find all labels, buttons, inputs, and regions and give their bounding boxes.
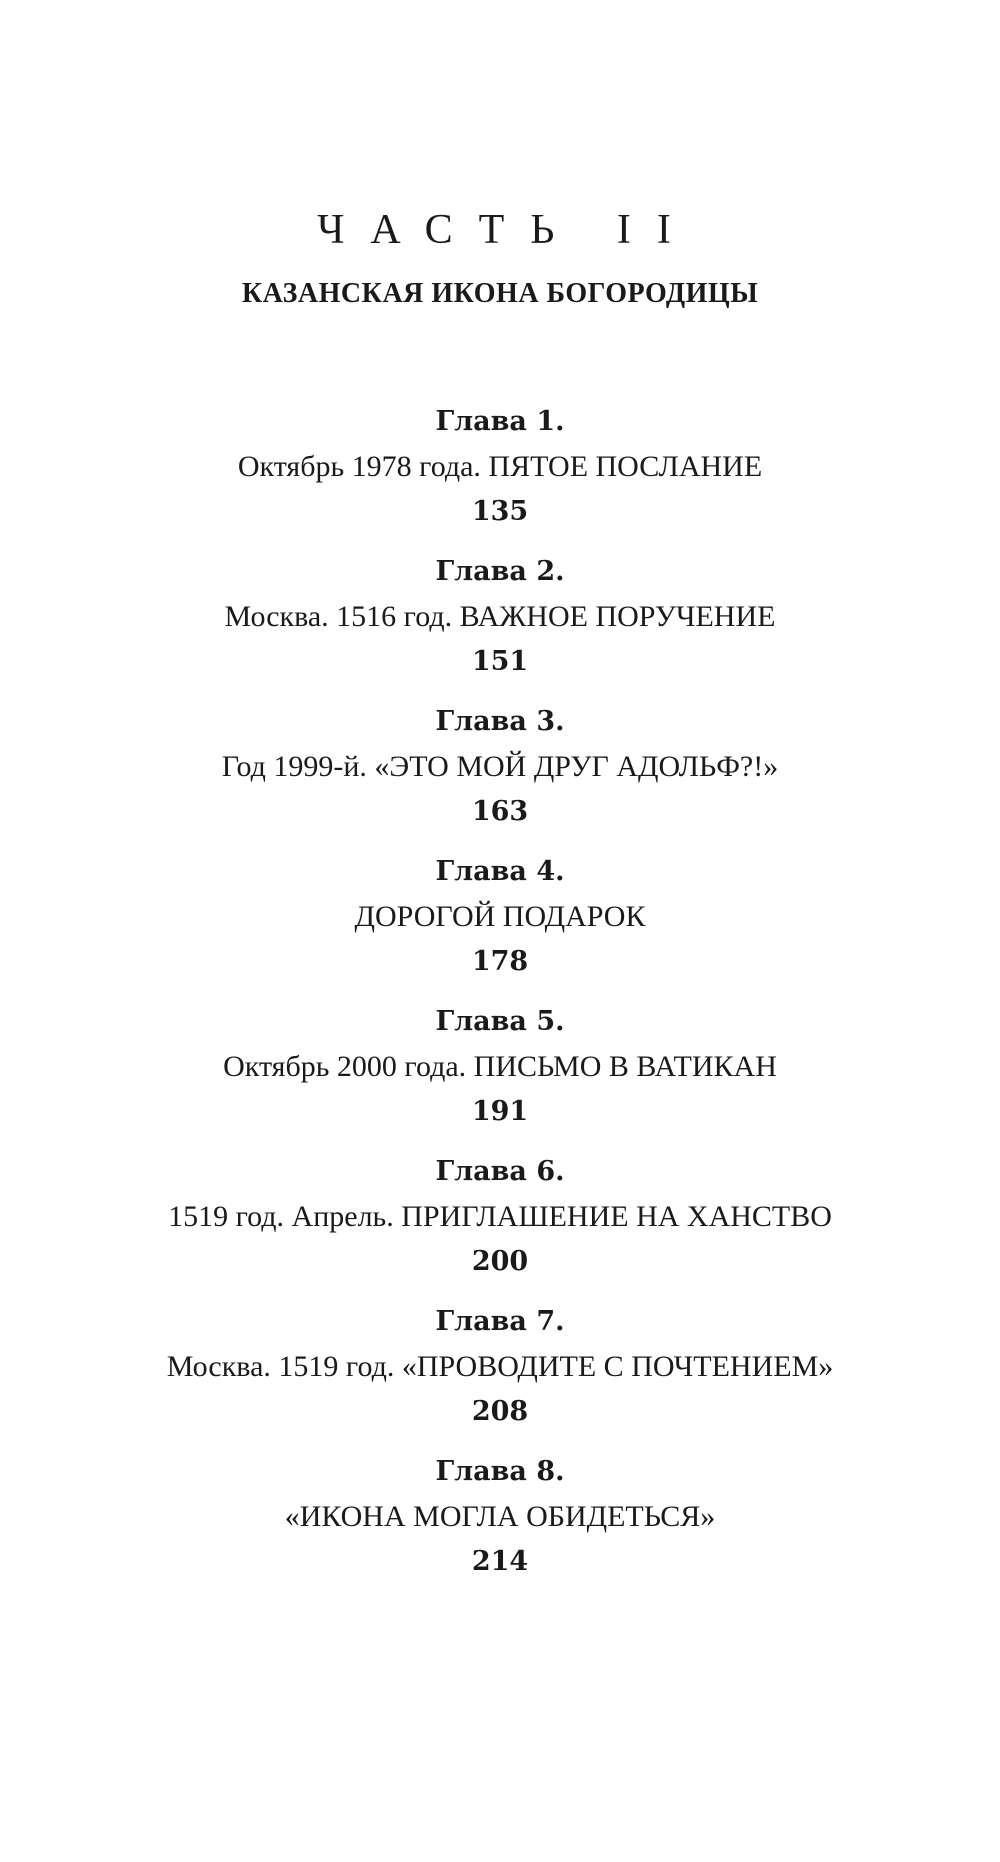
toc-entry-7 bbox=[0, 1300, 1000, 1450]
chapter-title: Москва. 1516 год. ВАЖНОЕ ПОРУЧЕНИЕ bbox=[224, 600, 776, 633]
chapter-title: Октябрь 2000 года. ПИСЬМО В ВАТИКАН bbox=[223, 1050, 777, 1083]
chapter-page-number: 200 bbox=[471, 1246, 529, 1277]
chapter-label: Глава 6. bbox=[435, 1156, 565, 1187]
toc-entry-4 bbox=[0, 850, 1000, 1000]
toc-entry-8 bbox=[0, 1450, 1000, 1600]
chapter-title: Октябрь 1978 года. ПЯТОЕ ПОСЛАНИЕ bbox=[237, 450, 763, 483]
chapter-title: Год 1999-й. «ЭТО МОЙ ДРУГ АДОЛЬФ?!» bbox=[221, 750, 779, 783]
part-subtitle: КАЗАНСКАЯ ИКОНА БОГОРОДИЦЫ bbox=[241, 278, 759, 309]
part-title: ЧАСТЬ II bbox=[317, 207, 697, 253]
chapter-label: Глава 3. bbox=[435, 706, 565, 737]
chapter-title: ДОРОГОЙ ПОДАРОК bbox=[354, 900, 646, 933]
chapter-page-number: 163 bbox=[471, 796, 529, 827]
chapter-label: Глава 1. bbox=[435, 406, 565, 437]
toc-entry-2 bbox=[0, 550, 1000, 700]
chapter-label: Глава 4. bbox=[435, 856, 565, 887]
chapter-label: Глава 5. bbox=[435, 1006, 565, 1037]
chapter-title: «ИКОНА МОГЛА ОБИДЕТЬСЯ» bbox=[284, 1500, 716, 1533]
table-of-contents bbox=[0, 400, 1000, 1600]
chapter-page-number: 151 bbox=[471, 646, 529, 677]
toc-entry-3 bbox=[0, 700, 1000, 850]
chapter-label: Глава 8. bbox=[435, 1456, 565, 1487]
toc-entry-6 bbox=[0, 1150, 1000, 1300]
toc-entry-5 bbox=[0, 1000, 1000, 1150]
chapter-title: 1519 год. Апрель. ПРИГЛАШЕНИЕ НА ХАНСТВО bbox=[168, 1200, 832, 1233]
chapter-page-number: 135 bbox=[471, 496, 529, 527]
chapter-label: Глава 7. bbox=[435, 1306, 565, 1337]
chapter-label: Глава 2. bbox=[435, 556, 565, 587]
chapter-page-number: 178 bbox=[471, 946, 529, 977]
chapter-title: Москва. 1519 год. «ПРОВОДИТЕ С ПОЧТЕНИЕМ» bbox=[166, 1350, 834, 1383]
toc-entry-1 bbox=[0, 400, 1000, 550]
chapter-page-number: 214 bbox=[471, 1546, 529, 1577]
chapter-page-number: 208 bbox=[471, 1396, 529, 1427]
chapter-page-number: 191 bbox=[471, 1096, 529, 1127]
